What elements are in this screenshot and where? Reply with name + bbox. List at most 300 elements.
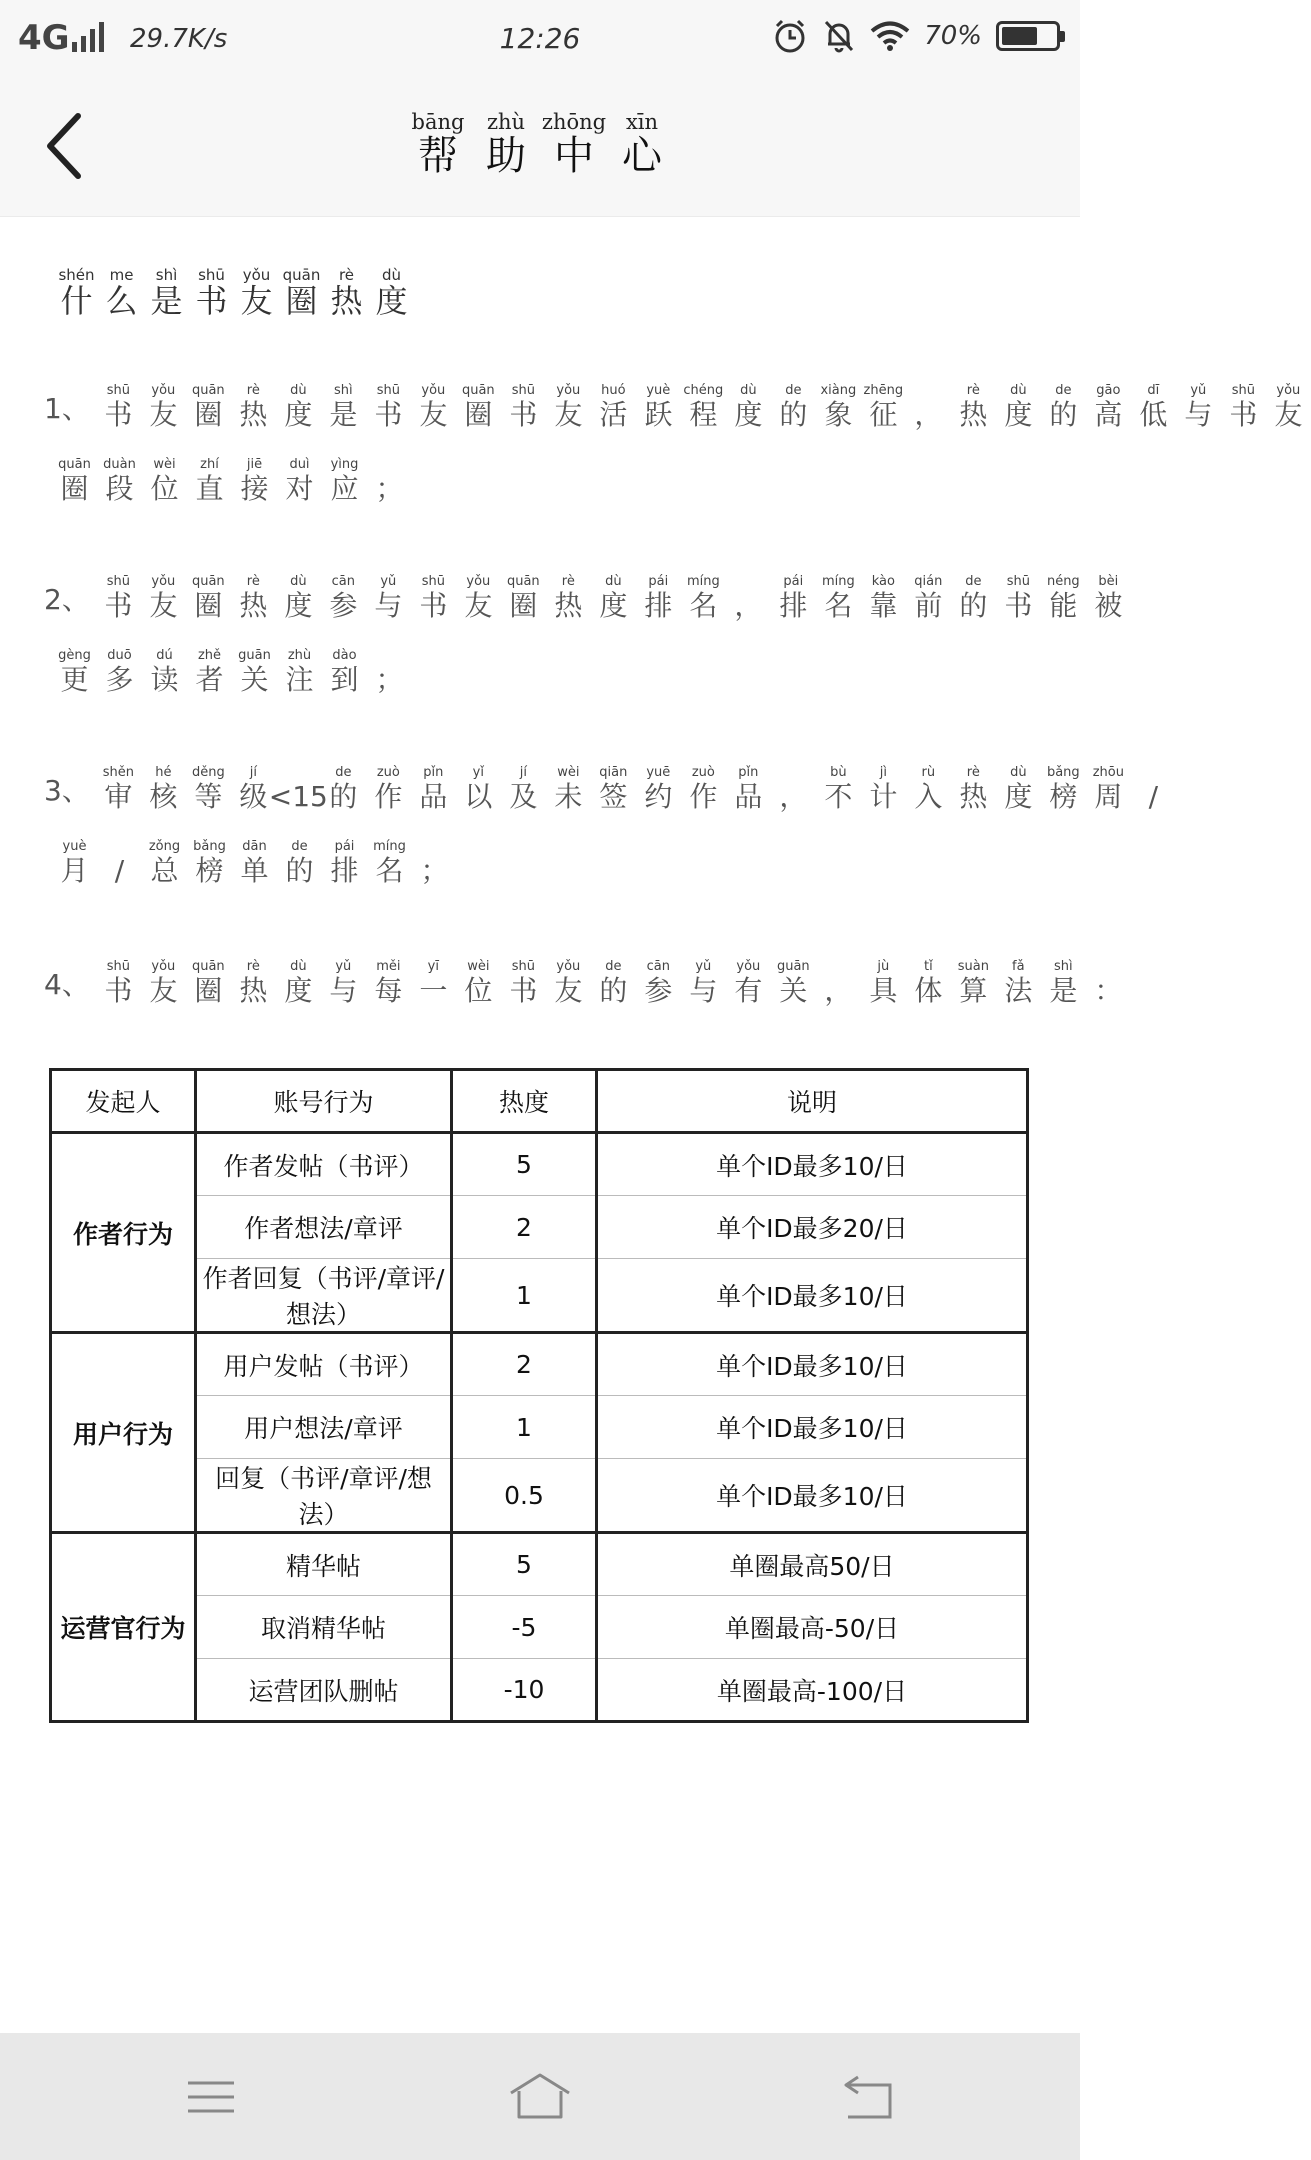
hanzi: 接 — [240, 472, 269, 505]
hanzi: 跃 — [644, 398, 673, 431]
ruby-char — [1221, 382, 1266, 431]
table-row — [51, 1459, 1028, 1533]
hanzi: 书 — [104, 974, 133, 1007]
hanzi: 友 — [149, 398, 178, 431]
pinyin: pǐn — [423, 765, 444, 780]
hanzi: 单 — [240, 854, 269, 887]
ruby-char — [816, 573, 861, 622]
hanzi: ， — [734, 589, 763, 622]
hanzi: 书 — [509, 974, 538, 1007]
hanzi: 约 — [644, 780, 673, 813]
ruby-char — [861, 382, 906, 431]
pinyin: shěn — [102, 765, 134, 780]
ruby-char — [187, 456, 232, 505]
pinyin: quān — [461, 383, 495, 398]
table-row — [51, 1259, 1028, 1333]
hanzi: 关 — [240, 663, 269, 696]
pinyin: shū — [1006, 574, 1030, 589]
pinyin: dú — [156, 648, 173, 663]
table-row — [51, 1659, 1028, 1722]
hanzi: 什 — [60, 282, 93, 320]
hanzi: 榜 — [195, 854, 224, 887]
hanzi: 的 — [959, 589, 988, 622]
section-title — [54, 265, 414, 319]
ruby-char — [321, 573, 366, 622]
pinyin: yǔ — [1190, 383, 1207, 398]
ruby-char — [1041, 958, 1086, 1007]
hanzi: 度 — [284, 398, 313, 431]
ruby-char — [232, 838, 277, 887]
ruby-char — [186, 764, 231, 813]
hanzi: 的 — [285, 854, 314, 887]
pinyin: de — [605, 959, 622, 974]
ruby-char — [1131, 764, 1176, 813]
pinyin: quān — [506, 574, 540, 589]
ruby-char — [277, 838, 322, 887]
pinyin: zuò — [376, 765, 400, 780]
ruby-char — [411, 382, 456, 431]
ruby-char — [591, 764, 636, 813]
hanzi: 的 — [599, 974, 628, 1007]
hanzi: 与 — [689, 974, 718, 1007]
ruby-char — [681, 382, 726, 431]
home-icon[interactable] — [505, 2069, 575, 2125]
pinyin: dù — [290, 574, 307, 589]
ruby-char — [97, 838, 142, 887]
pinyin: yìng — [330, 457, 359, 472]
pinyin: fǎ — [1012, 959, 1025, 974]
ruby-char — [501, 958, 546, 1007]
pinyin: yǔ — [695, 959, 712, 974]
pinyin: yǔ — [380, 574, 397, 589]
ruby-char — [861, 958, 906, 1007]
pinyin: shū — [511, 383, 535, 398]
pinyin: qiān — [599, 765, 628, 780]
pinyin: gèng — [58, 648, 91, 663]
paragraph-line — [44, 958, 1131, 1007]
pinyin: me — [109, 266, 134, 284]
pinyin: dù — [290, 383, 307, 398]
hanzi: 名 — [689, 589, 718, 622]
pinyin: wèi — [557, 765, 580, 780]
status-icons — [772, 16, 1060, 56]
pinyin: rù — [921, 765, 936, 780]
hanzi: 热 — [239, 589, 268, 622]
ruby-char — [996, 382, 1041, 431]
hanzi: 象 — [824, 398, 853, 431]
paragraph-3 — [44, 764, 1176, 887]
ruby-char — [141, 958, 186, 1007]
page-title — [0, 110, 1080, 178]
hanzi: 热 — [239, 398, 268, 431]
pinyin: yǒu — [151, 383, 176, 398]
heat-cell: 0.5 — [452, 1459, 597, 1533]
pinyin: yuè — [62, 839, 87, 854]
pinyin: dī — [1147, 383, 1160, 398]
hanzi: 热 — [554, 589, 583, 622]
hanzi: 名 — [824, 589, 853, 622]
hanzi: 度 — [734, 398, 763, 431]
hanzi: 有 — [734, 974, 763, 1007]
heat-cell: 2 — [452, 1333, 597, 1396]
ruby-char — [726, 382, 771, 431]
pinyin: de — [335, 765, 352, 780]
ruby-char — [141, 764, 186, 813]
ruby-char — [501, 573, 546, 622]
hanzi: 计 — [869, 780, 898, 813]
hanzi: 是 — [1049, 974, 1078, 1007]
hanzi: 友 — [240, 282, 273, 320]
pinyin: bāng — [411, 110, 465, 134]
paragraph-2 — [44, 573, 1131, 696]
paragraph-number: 1、 — [44, 391, 90, 425]
pinyin: shū — [1231, 383, 1255, 398]
ruby-char — [277, 647, 322, 696]
hanzi: 多 — [105, 663, 134, 696]
paragraph-number: 4、 — [44, 967, 90, 1001]
pinyin: shū — [376, 383, 400, 398]
hanzi: 书 — [1229, 398, 1258, 431]
ruby-char — [996, 958, 1041, 1007]
ruby-char — [187, 838, 232, 887]
ruby-char — [367, 647, 412, 696]
header-heat: 热度 — [452, 1070, 597, 1133]
header — [0, 76, 1080, 217]
hanzi: 圈 — [60, 472, 89, 505]
ruby-char — [951, 382, 996, 431]
hanzi: 等 — [194, 780, 223, 813]
pinyin: rè — [246, 383, 260, 398]
pinyin: cān — [646, 959, 670, 974]
hanzi: 度 — [284, 589, 313, 622]
pinyin: zǒng — [148, 839, 181, 854]
ruby-char — [681, 958, 726, 1007]
pinyin: jì — [879, 765, 887, 780]
ruby-char — [456, 764, 501, 813]
ruby-char — [186, 573, 231, 622]
ruby-char — [97, 647, 142, 696]
ruby-char — [726, 958, 771, 1007]
pinyin: quān — [191, 383, 225, 398]
action-cell: 作者回复（书评/章评/想法） — [196, 1259, 452, 1333]
pinyin: shū — [198, 266, 225, 284]
pinyin: yǒu — [556, 383, 581, 398]
hanzi: ； — [375, 472, 404, 505]
ruby-char — [367, 456, 412, 505]
ruby-char — [906, 573, 951, 622]
ruby-char — [1086, 764, 1131, 813]
actor-cell: 作者行为 — [51, 1133, 196, 1333]
ruby-char — [1176, 382, 1221, 431]
pinyin: zuò — [691, 765, 715, 780]
hanzi: 热 — [959, 398, 988, 431]
paragraph-line — [52, 456, 412, 505]
pinyin: shū — [106, 959, 130, 974]
ruby-char — [861, 573, 906, 622]
ruby-char — [322, 838, 367, 887]
ruby-char — [366, 764, 411, 813]
ruby-char — [231, 382, 276, 431]
hanzi: 总 — [150, 854, 179, 887]
hanzi: 能 — [1049, 589, 1078, 622]
paragraph-line — [44, 573, 1131, 622]
hanzi: 友 — [554, 974, 583, 1007]
pinyin: dào — [332, 648, 357, 663]
ruby-char — [608, 110, 676, 178]
pinyin: qián — [914, 574, 943, 589]
ruby-char — [771, 764, 816, 813]
paragraph-4 — [44, 958, 1131, 1007]
ruby-char — [540, 110, 608, 178]
hanzi: 注 — [285, 663, 314, 696]
ruby-char — [96, 958, 141, 1007]
hanzi: 作 — [374, 780, 403, 813]
pinyin: guān — [238, 648, 271, 663]
hanzi: ， — [914, 398, 943, 431]
pinyin: bǎng — [1046, 765, 1080, 780]
hanzi: ， — [824, 974, 853, 1007]
pinyin: yǒu — [1276, 383, 1301, 398]
ruby-char — [187, 647, 232, 696]
network-type: 4G — [18, 18, 70, 58]
hanzi: 参 — [644, 974, 673, 1007]
pinyin: xīn — [625, 110, 659, 134]
heat-cell: 2 — [452, 1196, 597, 1259]
desc-cell: 单圈最高-100/日 — [597, 1659, 1028, 1722]
ruby-char — [1086, 382, 1131, 431]
ruby-char — [367, 838, 412, 887]
ruby-char — [231, 573, 276, 622]
pinyin: yǒu — [466, 574, 491, 589]
hanzi: 审 — [104, 780, 133, 813]
ruby-char — [591, 382, 636, 431]
table-header-row — [51, 1070, 1028, 1133]
hanzi: 月 — [60, 854, 89, 887]
pinyin: yǒu — [421, 383, 446, 398]
ruby-char — [234, 266, 279, 319]
pinyin: shū — [106, 574, 130, 589]
pinyin: guān — [776, 959, 810, 974]
pinyin: yǒu — [736, 959, 761, 974]
pinyin: míng — [686, 574, 720, 589]
hanzi: 友 — [419, 398, 448, 431]
alarm-icon — [772, 18, 808, 54]
pinyin: zhù — [287, 648, 312, 663]
hanzi: / — [1148, 780, 1159, 813]
pinyin: duì — [289, 457, 310, 472]
pinyin: quān — [191, 959, 225, 974]
ruby-char — [546, 958, 591, 1007]
pinyin: jí — [249, 765, 257, 780]
ruby-char — [366, 573, 411, 622]
hanzi: 不 — [824, 780, 853, 813]
ruby-char — [186, 382, 231, 431]
hanzi: 每 — [374, 974, 403, 1007]
pinyin: yǒu — [556, 959, 581, 974]
ruby-char — [1041, 573, 1086, 622]
hanzi: 征 — [869, 398, 898, 431]
ruby-char — [144, 266, 189, 319]
ruby-char — [99, 266, 144, 319]
hanzi: 名 — [375, 854, 404, 887]
pinyin: dù — [740, 383, 757, 398]
clock: 12:26 — [499, 22, 581, 55]
heat-cell: 5 — [452, 1133, 597, 1196]
back-icon[interactable] — [834, 2069, 904, 2125]
pinyin: shì — [1054, 959, 1073, 974]
menu-icon[interactable] — [176, 2069, 246, 2125]
hanzi: 热 — [239, 974, 268, 1007]
ruby-char — [1086, 573, 1131, 622]
pinyin: yǒu — [151, 574, 176, 589]
pinyin: shū — [106, 383, 130, 398]
ruby-char — [276, 573, 321, 622]
hanzi: 助 — [486, 133, 526, 179]
hanzi: 是 — [329, 398, 358, 431]
hanzi: 热 — [959, 780, 988, 813]
ruby-char — [279, 266, 324, 319]
ruby-char — [141, 573, 186, 622]
pinyin: yuè — [646, 383, 671, 398]
ruby-char — [996, 573, 1041, 622]
hanzi: 排 — [644, 589, 673, 622]
ruby-char — [861, 764, 906, 813]
hanzi: 友 — [149, 974, 178, 1007]
desc-cell: 单圈最高50/日 — [597, 1533, 1028, 1596]
pinyin: rè — [966, 765, 980, 780]
pinyin: dù — [290, 959, 307, 974]
desc-cell: 单圈最高-50/日 — [597, 1596, 1028, 1659]
ruby-char — [636, 382, 681, 431]
pinyin: de — [1055, 383, 1072, 398]
pinyin: rè — [966, 383, 980, 398]
ruby-char — [96, 382, 141, 431]
action-cell: 用户想法/章评 — [196, 1396, 452, 1459]
ruby-char — [456, 573, 501, 622]
ruby-char — [546, 764, 591, 813]
pinyin: wèi — [467, 959, 490, 974]
pinyin: suàn — [957, 959, 989, 974]
hanzi: 被 — [1094, 589, 1123, 622]
pinyin: yuē — [646, 765, 671, 780]
hanzi: 么 — [105, 282, 138, 320]
ruby-char — [681, 573, 726, 622]
hanzi: 关 — [779, 974, 808, 1007]
ruby-char — [546, 573, 591, 622]
hanzi: 排 — [779, 589, 808, 622]
ruby-char — [231, 958, 276, 1007]
ruby-char — [232, 456, 277, 505]
navigation-bar — [0, 2033, 1080, 2160]
ruby-char — [1086, 958, 1131, 1007]
heat-cell: -5 — [452, 1596, 597, 1659]
hanzi: 应 — [330, 472, 359, 505]
pinyin: cān — [331, 574, 355, 589]
hanzi: 及 — [509, 780, 538, 813]
pinyin: néng — [1046, 574, 1080, 589]
hanzi: 者 — [195, 663, 224, 696]
hanzi: 体 — [914, 974, 943, 1007]
ruby-char — [951, 573, 996, 622]
pinyin: měi — [376, 959, 401, 974]
ruby-char — [322, 456, 367, 505]
ruby-char — [906, 958, 951, 1007]
pinyin: wèi — [153, 457, 176, 472]
hanzi: 与 — [1184, 398, 1213, 431]
wifi-icon — [870, 20, 910, 52]
pinyin: yī — [427, 959, 439, 974]
ruby-char — [906, 382, 951, 431]
ruby-char — [232, 647, 277, 696]
paragraph-number: 3、 — [44, 773, 90, 807]
pinyin: tǐ — [923, 959, 933, 974]
hanzi: 低 — [1139, 398, 1168, 431]
table-row — [51, 1396, 1028, 1459]
hanzi: 核 — [149, 780, 178, 813]
action-cell: 用户发帖（书评） — [196, 1333, 452, 1396]
pinyin: gāo — [1096, 383, 1121, 398]
hanzi: 前 — [914, 589, 943, 622]
pinyin: kào — [871, 574, 895, 589]
ruby-char — [52, 456, 97, 505]
hanzi: 中 — [554, 133, 594, 179]
pinyin: shì — [334, 383, 353, 398]
hanzi: 排 — [330, 854, 359, 887]
battery-icon — [996, 21, 1060, 51]
ruby-char — [411, 573, 456, 622]
hanzi: 算 — [959, 974, 988, 1007]
ruby-char — [322, 647, 367, 696]
pinyin: duàn — [103, 457, 136, 472]
ruby-char — [726, 764, 771, 813]
hanzi: 到 — [330, 663, 359, 696]
ruby-char — [951, 764, 996, 813]
paragraph-line — [52, 838, 457, 887]
action-cell: 运营团队删帖 — [196, 1659, 452, 1722]
pinyin: pǐn — [738, 765, 759, 780]
ruby-char — [412, 838, 457, 887]
paragraph-number: 2、 — [44, 582, 90, 616]
hanzi: 法 — [1004, 974, 1033, 1007]
ruby-char — [546, 382, 591, 431]
ruby-char — [816, 764, 861, 813]
pinyin: zhù — [486, 110, 526, 134]
paragraph-line — [44, 764, 1176, 813]
ruby-char — [142, 838, 187, 887]
pinyin: chéng — [683, 383, 724, 398]
hanzi: 的 — [1049, 398, 1078, 431]
hanzi: 程 — [689, 398, 718, 431]
ruby-char — [366, 382, 411, 431]
hanzi: 友 — [149, 589, 178, 622]
hanzi: 书 — [104, 398, 133, 431]
desc-cell: 单个ID最多10/日 — [597, 1459, 1028, 1533]
action-cell: 取消精华帖 — [196, 1596, 452, 1659]
hanzi: 活 — [599, 398, 628, 431]
ruby-char — [268, 764, 328, 813]
hanzi: 书 — [1004, 589, 1033, 622]
ruby-char — [591, 958, 636, 1007]
hanzi: 心 — [622, 133, 662, 179]
hanzi: 的 — [329, 780, 358, 813]
header-account-action: 账号行为 — [196, 1070, 452, 1133]
ruby-char — [816, 382, 861, 431]
ruby-char — [141, 382, 186, 431]
hanzi: 圈 — [285, 282, 318, 320]
ruby-char — [52, 647, 97, 696]
table-row — [51, 1133, 1028, 1196]
ruby-char — [906, 764, 951, 813]
